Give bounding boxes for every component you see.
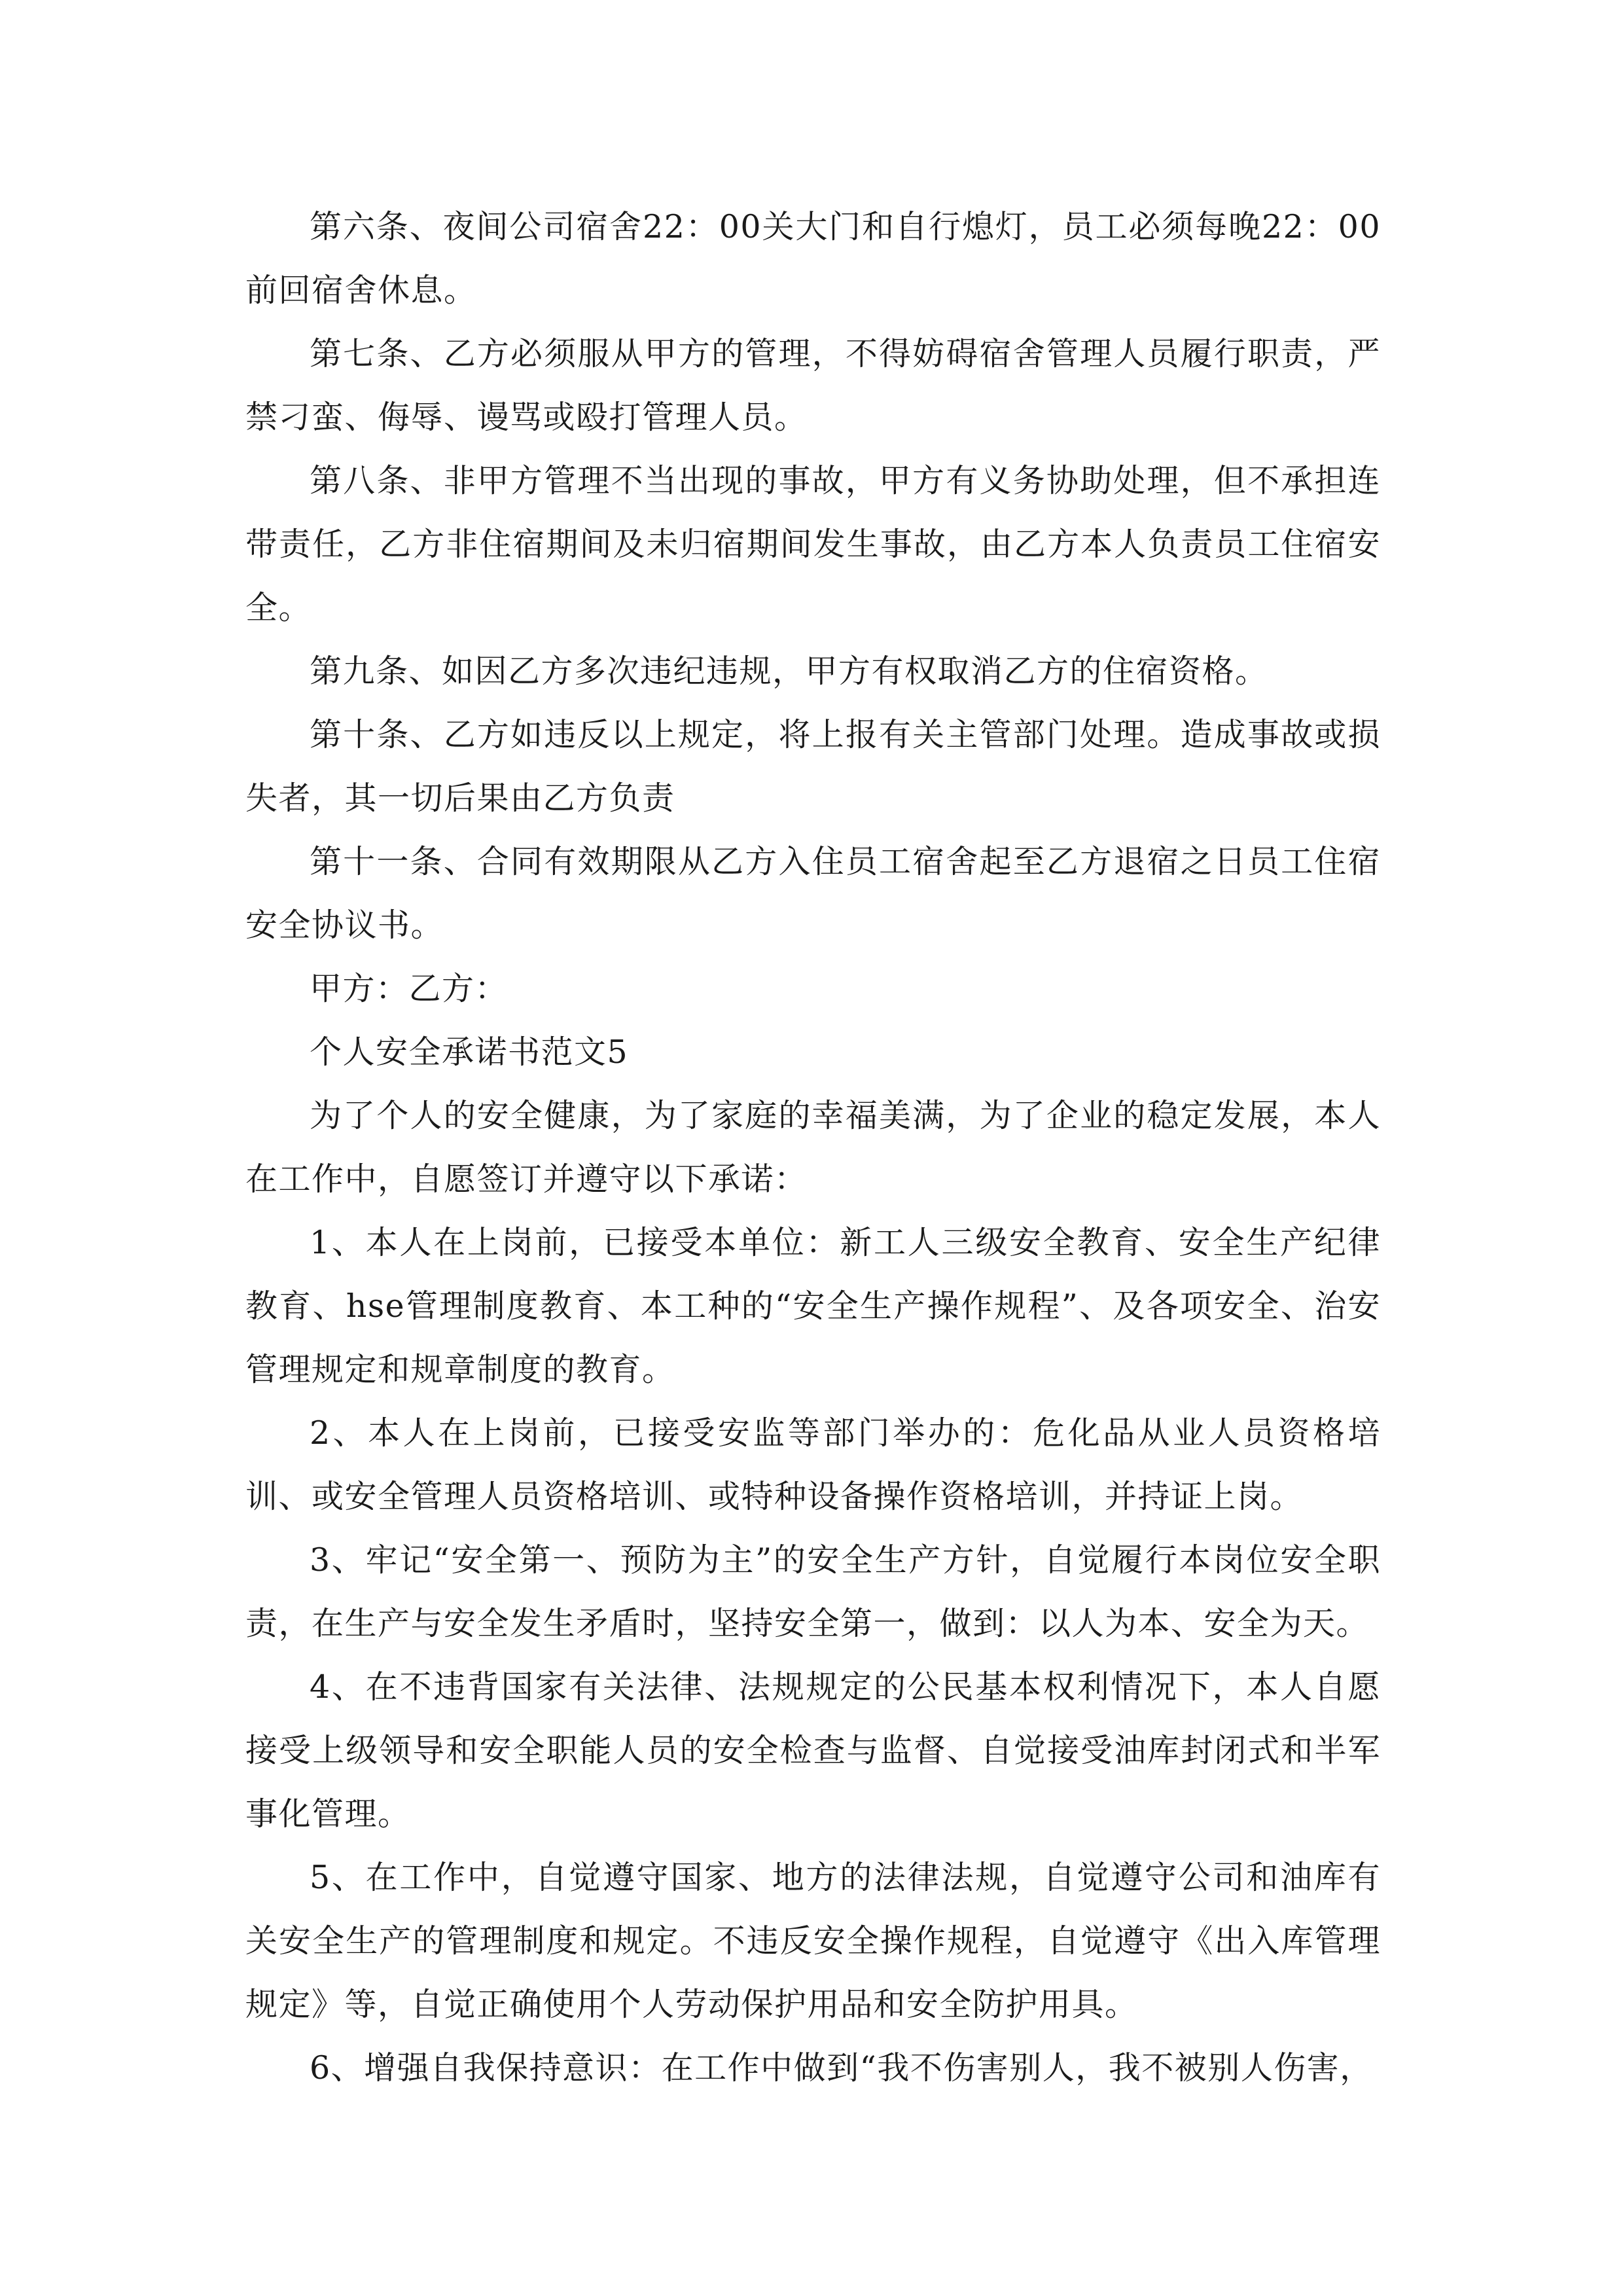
paragraph-item-5: 5、在工作中，自觉遵守国家、地方的法律法规，自觉遵守公司和油库有关安全生产的管理制度和规定。不违反安全操作规程，自觉遵守《出入库管理规定》等，自觉正确使用个人劳动保护用品和安全防护用具。: [245, 1859, 1381, 2023]
paragraph-article-7: 第七条、乙方必须服从甲方的管理，不得妨碍宿舍管理人员履行职责，严禁刁蛮、侮辱、谩骂或殴打管理人员。: [245, 335, 1381, 436]
paragraph-article-10: 第十条、乙方如违反以上规定，将上报有关主管部门处理。造成事故或损失者，其一切后果由乙方负责: [245, 716, 1381, 817]
section-title: 个人安全承诺书范文5: [310, 1033, 629, 1071]
paragraph-article-6: 第六条、夜间公司宿舍22：00关大门和自行熄灯，员工必须每晚22：00前回宿舍休息。: [245, 208, 1381, 309]
paragraph-article-11: 第十一条、合同有效期限从乙方入住员工宿舍起至乙方退宿之日员工住宿安全协议书。: [245, 843, 1381, 944]
signature-line: 甲方：乙方：: [310, 970, 508, 1007]
paragraph-item-2: 2、本人在上岗前，已接受安监等部门举办的：危化品从业人员资格培训、或安全管理人员资格培训、或特种设备操作资格培训，并持证上岗。: [245, 1414, 1381, 1515]
document-body: [245, 195, 1381, 2100]
paragraph-item-1: 1、本人在上岗前，已接受本单位：新工人三级安全教育、安全生产纪律教育、hse管理制度教育、本工种的“安全生产操作规程”、及各项安全、治安管理规定和规章制度的教育。: [245, 1224, 1381, 1388]
paragraph-item-4: 4、在不违背国家有关法律、法规规定的公民基本权利情况下，本人自愿接受上级领导和安全职能人员的安全检查与监督、自觉接受油库封闭式和半军事化管理。: [245, 1668, 1381, 1833]
paragraph-item-6: 6、增强自我保持意识：在工作中做到“我不伤害别人，我不被别人伤害，: [310, 2049, 1373, 2087]
paragraph-item-3: 3、牢记“安全第一、预防为主”的安全生产方针，自觉履行本岗位安全职责，在生产与安全发生矛盾时，坚持安全第一，做到：以人为本、安全为天。: [245, 1541, 1381, 1642]
paragraph-article-8: 第八条、非甲方管理不当出现的事故，甲方有义务协助处理，但不承担连带责任，乙方非住宿期间及未归宿期间发生事故，由乙方本人负责员工住宿安全。: [245, 462, 1381, 626]
paragraph-article-9: 第九条、如因乙方多次违纪违规，甲方有权取消乙方的住宿资格。: [310, 653, 1268, 690]
paragraph-intro: 为了个人的安全健康，为了家庭的幸福美满，为了企业的稳定发展，本人在工作中，自愿签订并遵守以下承诺：: [245, 1097, 1381, 1198]
